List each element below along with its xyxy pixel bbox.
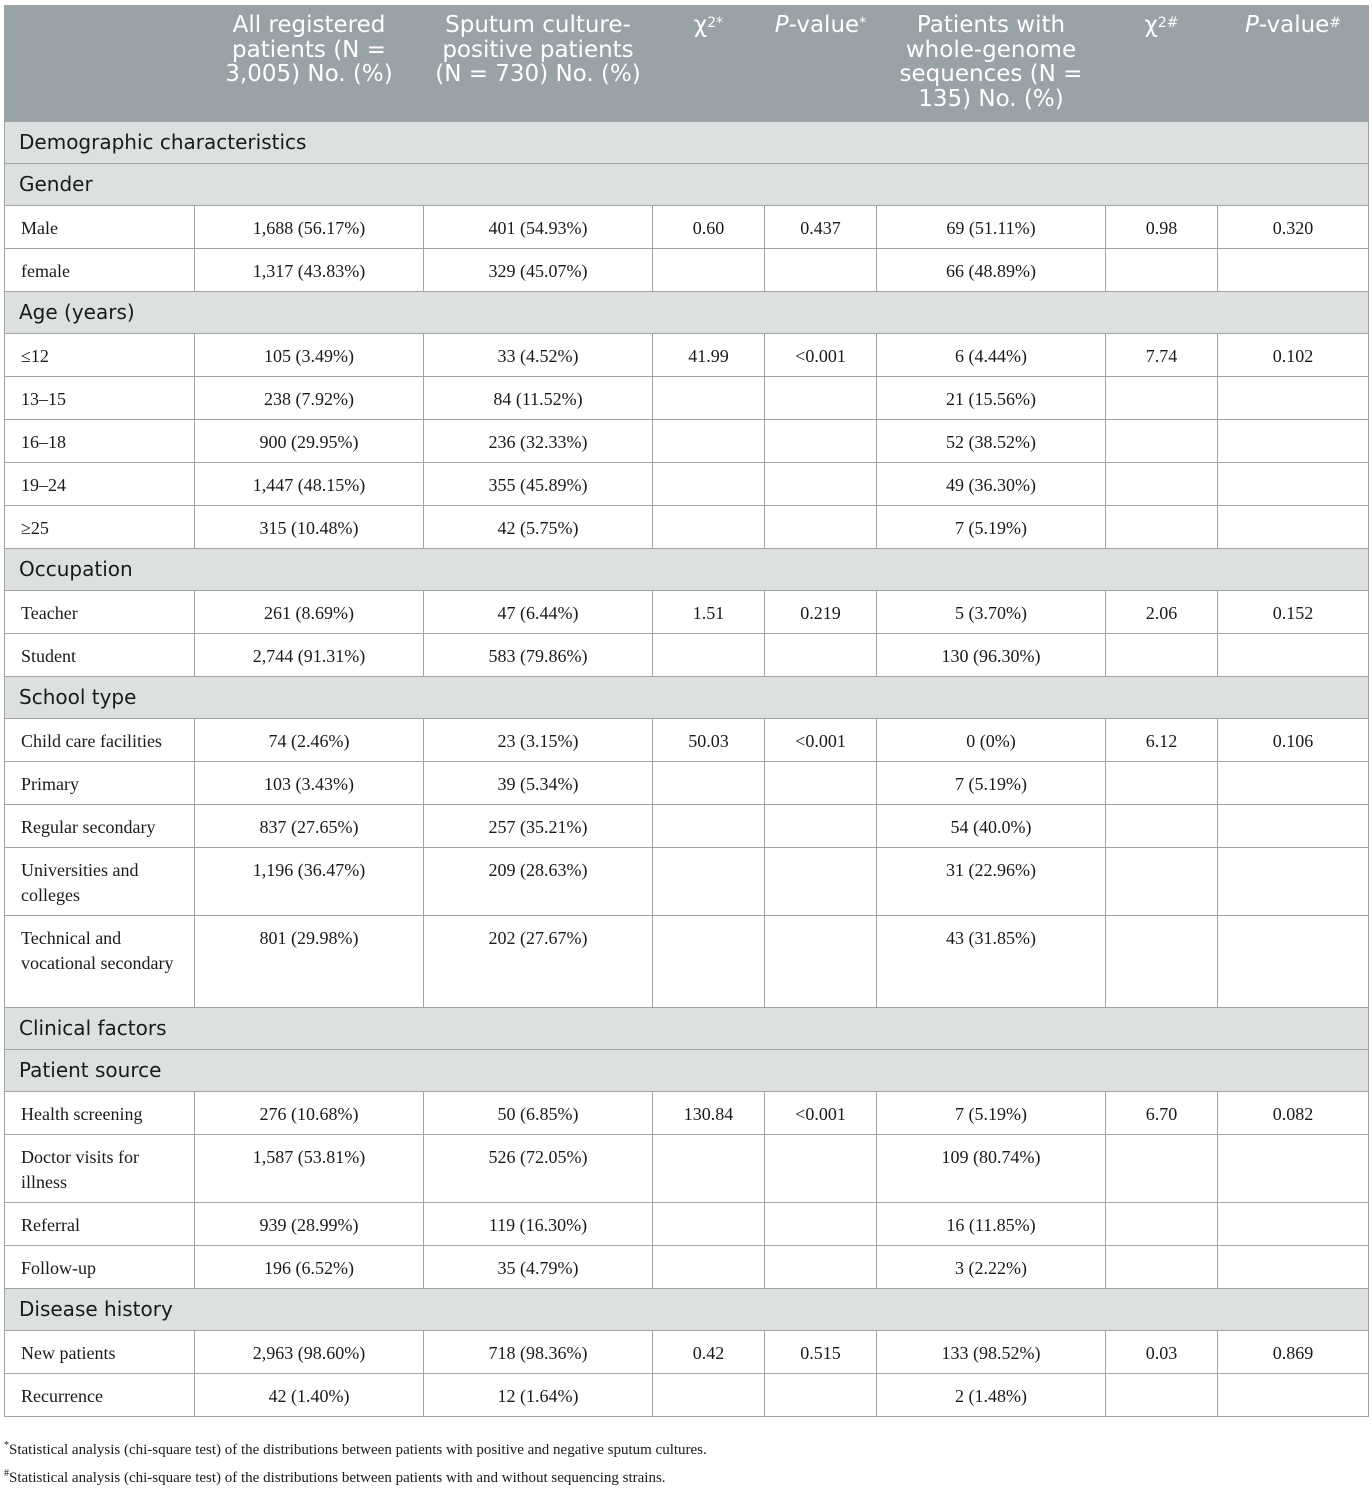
cell-all: 1,317 (43.83%) — [195, 249, 424, 292]
cell-wgs: 133 (98.52%) — [877, 1331, 1106, 1374]
cell-p2: 0.102 — [1218, 334, 1369, 377]
cell-sputum: 209 (28.63%) — [424, 848, 653, 916]
row-label: Technical and vocational secondary — [5, 916, 195, 1008]
cell-all: 837 (27.65%) — [195, 805, 424, 848]
cell-sputum: 23 (3.15%) — [424, 719, 653, 762]
table-row — [5, 848, 1369, 916]
cell-all: 42 (1.40%) — [195, 1374, 424, 1417]
table-header-row — [5, 6, 1369, 122]
section-heading: Disease history — [5, 1289, 1369, 1331]
table-row — [5, 506, 1369, 549]
cell-chi1 — [653, 848, 765, 916]
cell-sputum: 119 (16.30%) — [424, 1203, 653, 1246]
cell-sputum: 401 (54.93%) — [424, 206, 653, 249]
row-label: Regular secondary — [5, 805, 195, 848]
cell-sputum: 257 (35.21%) — [424, 805, 653, 848]
cell-p1: 0.437 — [765, 206, 877, 249]
cell-wgs: 7 (5.19%) — [877, 506, 1106, 549]
cell-p2 — [1218, 1246, 1369, 1289]
cell-sputum: 583 (79.86%) — [424, 634, 653, 677]
cell-all: 1,447 (48.15%) — [195, 463, 424, 506]
cell-chi2 — [1106, 506, 1218, 549]
cell-chi2 — [1106, 916, 1218, 1008]
cell-all: 1,688 (56.17%) — [195, 206, 424, 249]
cell-wgs: 66 (48.89%) — [877, 249, 1106, 292]
cell-sputum: 236 (32.33%) — [424, 420, 653, 463]
cell-wgs: 49 (36.30%) — [877, 463, 1106, 506]
row-label: ≥25 — [5, 506, 195, 549]
table-row — [5, 463, 1369, 506]
cell-sputum: 35 (4.79%) — [424, 1246, 653, 1289]
section-heading: Clinical factors — [5, 1008, 1369, 1050]
row-label: Follow-up — [5, 1246, 195, 1289]
table-row — [5, 206, 1369, 249]
cell-all: 801 (29.98%) — [195, 916, 424, 1008]
cell-all: 2,963 (98.60%) — [195, 1331, 424, 1374]
row-label: 16–18 — [5, 420, 195, 463]
cell-p2 — [1218, 1135, 1369, 1203]
cell-sputum: 329 (45.07%) — [424, 249, 653, 292]
table-row — [5, 249, 1369, 292]
cell-chi1 — [653, 506, 765, 549]
header-chi-square-1: $\chi^{2*}$ — [653, 6, 765, 122]
row-label: New patients — [5, 1331, 195, 1374]
section-row-disease-history — [5, 1289, 1369, 1331]
header-all-registered: All registered patients (N = 3,005) No. (%) — [195, 6, 424, 122]
cell-sputum: 526 (72.05%) — [424, 1135, 653, 1203]
cell-p2: 0.320 — [1218, 206, 1369, 249]
table-row — [5, 1374, 1369, 1417]
cell-wgs: 130 (96.30%) — [877, 634, 1106, 677]
cell-p2: 0.152 — [1218, 591, 1369, 634]
cell-p2: 0.082 — [1218, 1092, 1369, 1135]
table-row — [5, 420, 1369, 463]
cell-all: 315 (10.48%) — [195, 506, 424, 549]
section-row-patient-source — [5, 1050, 1369, 1092]
cell-p2: 0.869 — [1218, 1331, 1369, 1374]
table-row — [5, 377, 1369, 420]
row-label: Male — [5, 206, 195, 249]
row-label: Health screening — [5, 1092, 195, 1135]
cell-chi1 — [653, 420, 765, 463]
cell-p2 — [1218, 1203, 1369, 1246]
row-label: Student — [5, 634, 195, 677]
row-label: female — [5, 249, 195, 292]
section-heading: Patient source — [5, 1050, 1369, 1092]
header-p-value-2: P-value# — [1218, 6, 1369, 122]
table-row — [5, 719, 1369, 762]
cell-p1 — [765, 762, 877, 805]
cell-p2 — [1218, 762, 1369, 805]
header-sputum-positive: Sputum culture-positive patients (N = 730) No. (%) — [424, 6, 653, 122]
table-row — [5, 762, 1369, 805]
cell-chi1 — [653, 916, 765, 1008]
cell-wgs: 6 (4.44%) — [877, 334, 1106, 377]
cell-p1 — [765, 916, 877, 1008]
table-row — [5, 1203, 1369, 1246]
cell-chi2 — [1106, 249, 1218, 292]
cell-p1: 0.515 — [765, 1331, 877, 1374]
row-label: Referral — [5, 1203, 195, 1246]
cell-p2 — [1218, 377, 1369, 420]
cell-wgs: 5 (3.70%) — [877, 591, 1106, 634]
section-row-school-type — [5, 677, 1369, 719]
cell-wgs: 3 (2.22%) — [877, 1246, 1106, 1289]
cell-chi2 — [1106, 634, 1218, 677]
table-row — [5, 591, 1369, 634]
cell-chi1: 1.51 — [653, 591, 765, 634]
cell-p2 — [1218, 634, 1369, 677]
cell-chi1 — [653, 1135, 765, 1203]
cell-p1: 0.219 — [765, 591, 877, 634]
cell-chi1 — [653, 463, 765, 506]
cell-all: 1,196 (36.47%) — [195, 848, 424, 916]
footnote-1: *Statistical analysis (chi-square test) of the distributions between patients with positive and negative sputum cultures. — [4, 1440, 707, 1458]
cell-chi2 — [1106, 1374, 1218, 1417]
cell-sputum: 355 (45.89%) — [424, 463, 653, 506]
cell-chi2 — [1106, 1135, 1218, 1203]
cell-p2 — [1218, 249, 1369, 292]
table-row — [5, 1092, 1369, 1135]
cell-p2 — [1218, 1374, 1369, 1417]
cell-chi2: 2.06 — [1106, 591, 1218, 634]
cell-chi1 — [653, 634, 765, 677]
cell-all: 261 (8.69%) — [195, 591, 424, 634]
cell-chi1: 0.42 — [653, 1331, 765, 1374]
cell-chi1 — [653, 1246, 765, 1289]
cell-p1 — [765, 634, 877, 677]
cell-chi1 — [653, 1203, 765, 1246]
table-row — [5, 634, 1369, 677]
row-label: Universities and colleges — [5, 848, 195, 916]
cell-p1: <0.001 — [765, 334, 877, 377]
cell-sputum: 47 (6.44%) — [424, 591, 653, 634]
cell-wgs: 16 (11.85%) — [877, 1203, 1106, 1246]
section-heading: Age (years) — [5, 292, 1369, 334]
cell-p1 — [765, 848, 877, 916]
cell-all: 1,587 (53.81%) — [195, 1135, 424, 1203]
section-row-demographic — [5, 122, 1369, 164]
section-heading: Gender — [5, 164, 1369, 206]
cell-p1: <0.001 — [765, 719, 877, 762]
row-label: Recurrence — [5, 1374, 195, 1417]
cell-wgs: 109 (80.74%) — [877, 1135, 1106, 1203]
footnote-2: #Statistical analysis (chi-square test) of the distributions between patients with and without sequencing strains. — [4, 1468, 666, 1486]
cell-all: 2,744 (91.31%) — [195, 634, 424, 677]
cell-sputum: 718 (98.36%) — [424, 1331, 653, 1374]
cell-p2 — [1218, 805, 1369, 848]
cell-p1: <0.001 — [765, 1092, 877, 1135]
cell-p1 — [765, 1203, 877, 1246]
cell-chi1: 41.99 — [653, 334, 765, 377]
footnotes — [4, 1434, 707, 1490]
cell-chi2 — [1106, 805, 1218, 848]
row-label: Teacher — [5, 591, 195, 634]
section-heading: School type — [5, 677, 1369, 719]
cell-chi2 — [1106, 420, 1218, 463]
cell-wgs: 7 (5.19%) — [877, 762, 1106, 805]
cell-sputum: 33 (4.52%) — [424, 334, 653, 377]
row-label: Doctor visits for illness — [5, 1135, 195, 1203]
cell-sputum: 42 (5.75%) — [424, 506, 653, 549]
cell-wgs: 54 (40.0%) — [877, 805, 1106, 848]
cell-chi2: 0.98 — [1106, 206, 1218, 249]
header-whole-genome: Patients with whole-genome sequences (N = 135) No. (%) — [877, 6, 1106, 122]
cell-chi1 — [653, 805, 765, 848]
section-row-age — [5, 292, 1369, 334]
cell-sputum: 50 (6.85%) — [424, 1092, 653, 1135]
cell-p1 — [765, 506, 877, 549]
cell-chi1: 50.03 — [653, 719, 765, 762]
cell-chi2 — [1106, 1203, 1218, 1246]
cell-sputum: 202 (27.67%) — [424, 916, 653, 1008]
row-label: 19–24 — [5, 463, 195, 506]
table-row — [5, 334, 1369, 377]
cell-wgs: 69 (51.11%) — [877, 206, 1106, 249]
cell-p1 — [765, 805, 877, 848]
cell-chi2 — [1106, 848, 1218, 916]
section-heading: Demographic characteristics — [5, 122, 1369, 164]
cell-chi1: 0.60 — [653, 206, 765, 249]
cell-chi2 — [1106, 762, 1218, 805]
cell-p2 — [1218, 420, 1369, 463]
cell-wgs: 21 (15.56%) — [877, 377, 1106, 420]
cell-chi2: 6.12 — [1106, 719, 1218, 762]
cell-chi1 — [653, 249, 765, 292]
row-label: Primary — [5, 762, 195, 805]
cell-p1 — [765, 1135, 877, 1203]
cell-all: 939 (28.99%) — [195, 1203, 424, 1246]
table-row — [5, 1331, 1369, 1374]
section-row-gender — [5, 164, 1369, 206]
cell-chi1 — [653, 1374, 765, 1417]
cell-wgs: 7 (5.19%) — [877, 1092, 1106, 1135]
cell-all: 900 (29.95%) — [195, 420, 424, 463]
table-row — [5, 1246, 1369, 1289]
cell-wgs: 52 (38.52%) — [877, 420, 1106, 463]
section-heading: Occupation — [5, 549, 1369, 591]
cell-wgs: 0 (0%) — [877, 719, 1106, 762]
cell-chi2 — [1106, 463, 1218, 506]
cell-chi2 — [1106, 1246, 1218, 1289]
cell-p1 — [765, 377, 877, 420]
cell-all: 238 (7.92%) — [195, 377, 424, 420]
cell-all: 276 (10.68%) — [195, 1092, 424, 1135]
table-row — [5, 916, 1369, 1008]
cell-all: 196 (6.52%) — [195, 1246, 424, 1289]
cell-sputum: 12 (1.64%) — [424, 1374, 653, 1417]
cell-p1 — [765, 463, 877, 506]
cell-chi1 — [653, 762, 765, 805]
cell-chi2: 7.74 — [1106, 334, 1218, 377]
header-chi-square-2: $\chi^{2\#}$ — [1106, 6, 1218, 122]
cell-wgs: 43 (31.85%) — [877, 916, 1106, 1008]
cell-chi2: 0.03 — [1106, 1331, 1218, 1374]
cell-p2: 0.106 — [1218, 719, 1369, 762]
row-label: Child care facilities — [5, 719, 195, 762]
cell-p1 — [765, 249, 877, 292]
cell-p2 — [1218, 848, 1369, 916]
cell-p2 — [1218, 463, 1369, 506]
cell-chi2: 6.70 — [1106, 1092, 1218, 1135]
cell-sputum: 84 (11.52%) — [424, 377, 653, 420]
header-p-value-1: P-value* — [765, 6, 877, 122]
cell-wgs: 2 (1.48%) — [877, 1374, 1106, 1417]
cell-p1 — [765, 1246, 877, 1289]
patient-characteristics-table — [4, 5, 1369, 1417]
row-label: ≤12 — [5, 334, 195, 377]
cell-p2 — [1218, 916, 1369, 1008]
cell-p1 — [765, 1374, 877, 1417]
cell-all: 74 (2.46%) — [195, 719, 424, 762]
cell-all: 105 (3.49%) — [195, 334, 424, 377]
cell-all: 103 (3.43%) — [195, 762, 424, 805]
cell-p1 — [765, 420, 877, 463]
cell-sputum: 39 (5.34%) — [424, 762, 653, 805]
cell-chi1: 130.84 — [653, 1092, 765, 1135]
section-row-clinical — [5, 1008, 1369, 1050]
header-empty — [5, 6, 195, 122]
section-row-occupation — [5, 549, 1369, 591]
cell-p2 — [1218, 506, 1369, 549]
table-row — [5, 805, 1369, 848]
cell-wgs: 31 (22.96%) — [877, 848, 1106, 916]
table-row — [5, 1135, 1369, 1203]
cell-chi2 — [1106, 377, 1218, 420]
cell-chi1 — [653, 377, 765, 420]
data-table-container — [4, 5, 1368, 1417]
row-label: 13–15 — [5, 377, 195, 420]
